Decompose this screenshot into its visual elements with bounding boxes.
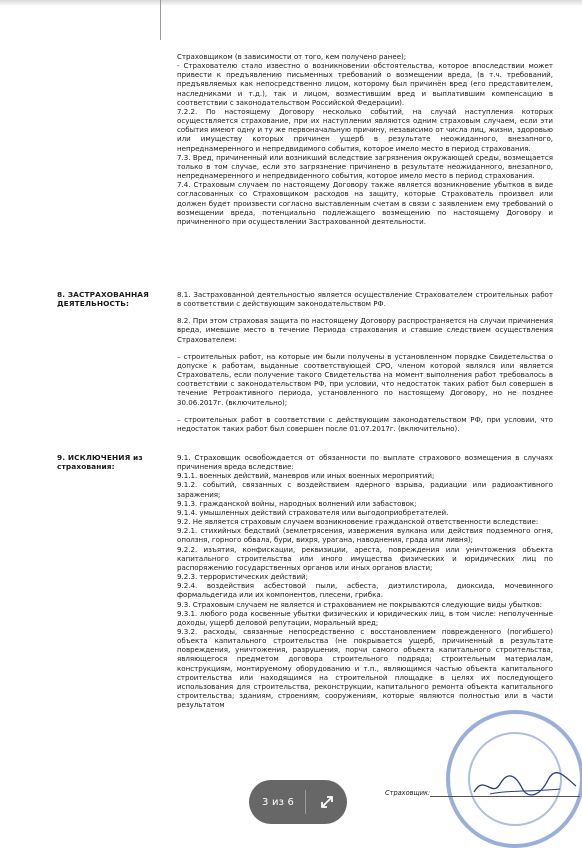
column-divider (160, 0, 161, 40)
paragraph: 9.3.1. любого рода косвенные убытки физических и юридических лиц, в том числе: неполученные доходы, ущерб деловой репутации, моральный вред; (177, 608, 553, 627)
paragraph: - Страхователю стало известно о возникновении обстоятельства, которое впоследствии может привести к предъявлению письменных требований о возмещении вреда, (в т.ч. требований, предъявляемых как непосредственно лицом, которому был причинён вред (его представителем, наследниками и т.д.), так и лицом, возместившим вред и выплатившим компенсацию в соответствии с законодательством Российской Федерации). (177, 61, 553, 107)
paragraph: – строительных работ в соответствии с действующим законодательством РФ, при условии, что недостаток таких работ был совершен после 01.07.2017г. (включительно). (177, 414, 553, 433)
paragraph: – строительных работ, на которые им были получены в установленном порядке Свидетельства о допуске к работам, выданные соответствующей СРО, членом которой являлся или является Страхователь, если получение такого Свидетельства на момент выполнения работ требовалось в соответствии с законодательством РФ, при условии, что недостаток таких работ был совершен в течение Ретроактивного периода, установленного по настоящему Договору, но не позднее 30.06.2017г. (включительно); (177, 351, 553, 407)
signatory-label: Страховщик: (385, 789, 431, 797)
section-9-text (177, 453, 553, 709)
paragraph: 9.3. Страховым случаем не является и страхованием не покрываются следующие виды убытков: (177, 599, 543, 609)
signature-line (430, 796, 580, 797)
paragraph: 9.2.3. террористических действий; (177, 572, 309, 582)
paragraph: 9.2. Не является страховым случаем возникновение гражданской ответственности вследствие: (177, 517, 539, 527)
paragraph: 9.3.2. расходы, связанные непосредственно с восстановлением поврежденного (погибшего) объекта капитального строительства (не покрывается ущерб, причиненный в результате повреждения, уничтожения, разрушения, порчи самого объекта капитального строительства, являющегося предметом договора строительного подряда; строительным материалам, конструкциям, монтируемому оборудованию и т.п., являющимся частью объекта капитального строительства или находящимся на строительной площадке в целях их последующего использования для строительства, реконструкции, капитального ремонта объекта капитального строительства; зданиям, строениям, сооружениям, которые являются полностью или в части результатом (177, 626, 553, 710)
pager-divider (305, 790, 306, 814)
section-8-text (177, 290, 553, 433)
paragraph: 9.1.3. гражданской войны, народных волнений или забастовок; (177, 498, 417, 508)
paragraph: 9.1. Страховщик освобождается от обязанности по выплате страхового возмещения в случаях причинения вреда вследствие: (177, 453, 553, 472)
page-indicator[interactable]: 3 из 6 (262, 797, 295, 808)
paragraph: 9.2.2. изъятия, конфискации, реквизиции, ареста, повреждения или уничтожения объекта капитального строительства или иного имущества физических и юридических лиц по распоряжению государственных органов или иных органов власти; (177, 544, 553, 572)
paragraph: 9.2.4. воздействия асбестовой пыли, асбеста, диэтилстирола, диоксида, мочевинного формальдегида или их компонентов, плесени, грибка. (177, 581, 553, 600)
paragraph: 9.1.2. событий, связанных с воздействием ядерного взрыва, радиации или радиоактивного заражения; (177, 480, 553, 499)
paragraph: 7.2.2. По настоящему Договору несколько событий, на случай наступления которых осуществляется страхование, при их наступлении являются одним страховым случаем, если эти события имеют одну и ту же первоначальную причину, независимо от числа лиц, жизни, здоровью или имуществу которых причинен ущерб в результате неожиданного, внезапного, непреднамеренного и непредвидимого события, которое имело место в период страхования. (177, 106, 553, 153)
paragraph: 9.2.1. стихийных бедствий (землетрясения, извержения вулкана или действия подземного огня, оползня, горного обвала, бури, вихря, урагана, наводнения, града или ливня); (177, 526, 553, 545)
paragraph: Страховщиком (в зависимости от того, кем получено ранее); (177, 52, 407, 61)
section-9-heading: 9. ИСКЛЮЧЕНИЯ из страхования: (57, 453, 143, 472)
paragraph: 7.3. Вред, причиненный или возникший вследствие загрязнения окружающей среды, возмещается только в том случае, если это загрязнение причинено в результате неожиданного, внезапного, непреднамеренного и непредвиденного события, которое имело место в период страхования. (177, 152, 553, 181)
section-7-text (177, 52, 553, 226)
paragraph: 9.1.4. умышленных действий страхователя или выгодоприобретателей. (177, 507, 449, 517)
expand-arrows-icon[interactable] (318, 793, 336, 811)
section-8-heading: 8. ЗАСТРАХОВАННАЯ ДЕЯТЕЛЬНОСТЬ: (57, 290, 149, 309)
paragraph: 7.4. Страховым случаем по настоящему Договору также является возникновение убытков в виде согласованных со Страховщиком расходов на защиту, которые Страхователь произвел или должен будет произвести согласно выставленным счетам в связи с заявлением ему требований о возмещении вреда, потенциально подлежащего возмещению по настоящему Договору и причиненного при осуществлении Застрахованной деятельности. (177, 180, 553, 226)
page-top-edge (0, 0, 582, 6)
paragraph: 9.1.1. военных действий, маневров или иных военных мероприятий; (177, 471, 435, 481)
paragraph: 8.2. При этом страховая защита по настоящему Договору распространяется на случаи причинения вреда, имевшие место в течение Периода страхования и ставшие следствием осуществления Страхователем: (177, 316, 553, 344)
paragraph: 8.1. Застрахованной деятельностью является осуществление Страхователем строительных работ в соответствии с действующим законодательством РФ. (177, 290, 553, 309)
